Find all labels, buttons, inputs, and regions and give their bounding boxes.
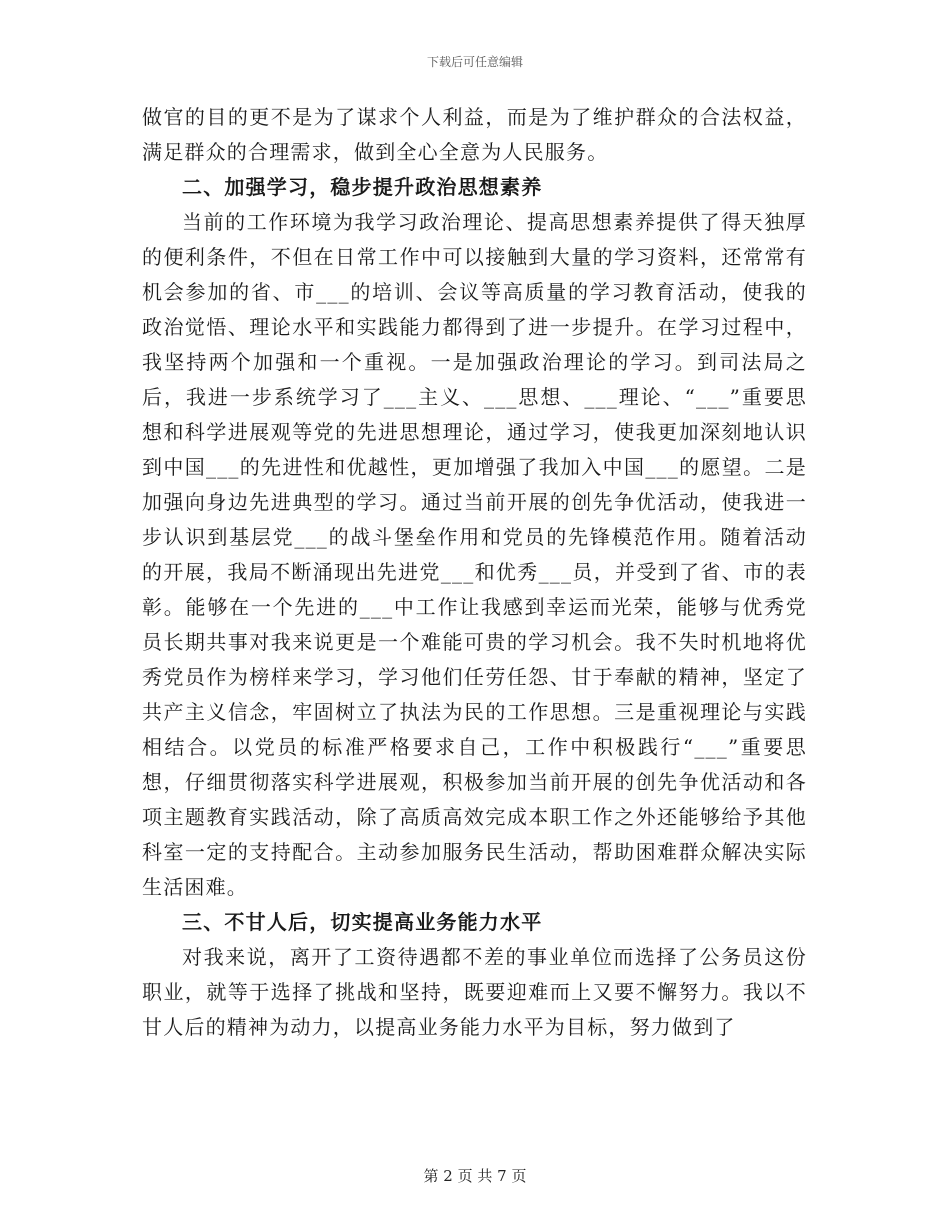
section-heading-3: 三、不甘人后，切实提高业务能力水平 xyxy=(182,910,543,934)
section-heading-2: 二、加强学习，稳步提升政治思想素养 xyxy=(182,175,543,199)
document-body xyxy=(142,100,807,1045)
paragraph-continued: 做官的目的更不是为了谋求个人利益，而是为了维护群众的合法权益，满足群众的合理需求，做到全心全意为人民服务。 xyxy=(142,105,807,164)
paragraph-ability: 对我来说，离开了工资待遇都不差的事业单位而选择了公务员这份职业，就等于选择了挑战和坚持，既要迎难而上又要不懈努力。我以不甘人后的精神为动力，以提高业务能力水平为目标，努力做到了 xyxy=(142,945,807,1039)
paragraph-study: 当前的工作环境为我学习政治理论、提高思想素养提供了得天独厚的便利条件，不但在日常工作中可以接触到大量的学习资料，还常常有机会参加的省、市___的培训、会议等高质量的学习教育活动，使我的政治觉悟、理论水平和实践能力都得到了进一步提升。在学习过程中，我坚持两个加强和一个重视。一是加强政治理论的学习。到司法局之后，我进一步系统学习了___主义、___思想、___理论、“___”重要思想和科学进展观等党的先进思想理论，通过学习，使我更加深刻地认识到中国___的先进性和优越性，更加增强了我加入中国___的愿望。二是加强向身边先进典型的学习。通过当前开展的创先争优活动，使我进一步认识到基层党___的战斗堡垒作用和党员的先锋模范作用。随着活动的开展，我局不断涌现出先进党___和优秀___员，并受到了省、市的表彰。能够在一个先进的___中工作让我感到幸运而光荣，能够与优秀党员长期共事对我来说更是一个难能可贵的学习机会。我不失时机地将优秀党员作为榜样来学习，学习他们任劳任怨、甘于奉献的精神，坚定了共产主义信念，牢固树立了执法为民的工作思想。三是重视理论与实践相结合。以党员的标准严格要求自己，工作中积极践行“___”重要思想，仔细贯彻落实科学进展观，积极参加当前开展的创先争优活动和各项主题教育实践活动，除了高质高效完成本职工作之外还能够给予其他科室一定的支持配合。主动参加服务民生活动，帮助困难群众解决实际生活困难。 xyxy=(142,210,807,899)
page-number: 第 2 页 共 7 页 xyxy=(423,1167,527,1185)
page-header-note: 下载后可任意编辑 xyxy=(426,55,523,69)
